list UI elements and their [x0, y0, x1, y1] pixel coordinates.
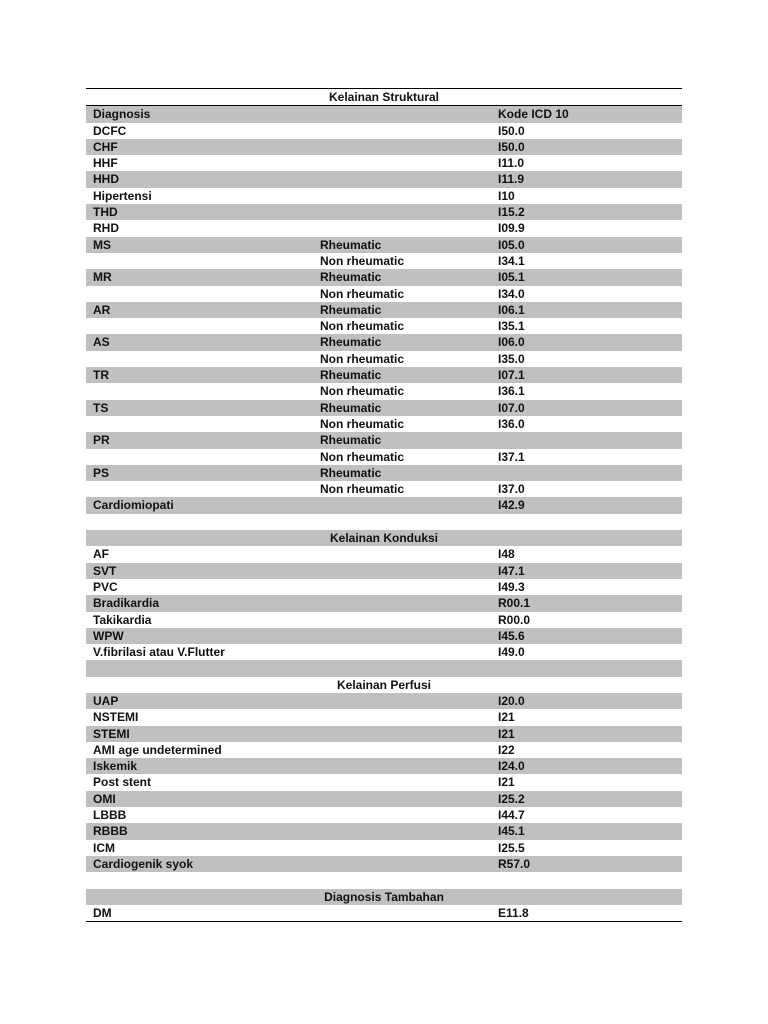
icd10-table	[86, 88, 682, 922]
table-row	[86, 383, 682, 399]
icd-code-cell: R00.1	[498, 596, 531, 611]
subtype-cell: Rheumatic	[320, 270, 382, 285]
table-row	[86, 546, 682, 562]
icd-code-cell: I44.7	[498, 808, 525, 823]
table-row	[86, 579, 682, 595]
table-row	[86, 709, 682, 725]
spacer-row	[86, 660, 682, 676]
icd-code-cell: I21	[498, 726, 515, 741]
diagnosis-cell: AS	[93, 335, 110, 350]
diagnosis-cell: AMI age undetermined	[93, 742, 222, 757]
diagnosis-cell: NSTEMI	[93, 710, 139, 725]
diagnosis-cell: Hipertensi	[93, 188, 152, 203]
subtype-cell: Non rheumatic	[320, 351, 405, 366]
table-row	[86, 465, 682, 481]
icd-code-cell: I06.1	[498, 302, 525, 317]
diagnosis-cell: RHD	[93, 221, 119, 236]
icd-code-cell: I22	[498, 742, 515, 757]
diagnosis-cell: DCFC	[93, 123, 127, 138]
subtype-cell: Rheumatic	[320, 302, 382, 317]
diagnosis-cell: THD	[93, 205, 118, 220]
diagnosis-cell: AR	[93, 302, 111, 317]
table-row	[86, 856, 682, 872]
table-row	[86, 220, 682, 236]
section-title	[86, 889, 682, 905]
subtype-cell: Rheumatic	[320, 335, 382, 350]
diagnosis-cell: Takikardia	[93, 612, 152, 627]
table-row	[86, 726, 682, 742]
diagnosis-cell: LBBB	[93, 808, 127, 823]
icd-code-cell: R00.0	[498, 612, 531, 627]
table-row	[86, 644, 682, 660]
table-row	[86, 823, 682, 839]
icd-code-cell: I07.0	[498, 400, 525, 415]
section-title-text: Diagnosis Tambahan	[324, 889, 444, 904]
diagnosis-cell: MS	[93, 237, 111, 252]
table-row	[86, 595, 682, 611]
icd-code-cell: I45.6	[498, 628, 525, 643]
table-row	[86, 367, 682, 383]
section-title-text: Kelainan Struktural	[328, 90, 440, 104]
table-row	[86, 171, 682, 187]
diagnosis-cell: ICM	[93, 840, 115, 855]
icd-code-cell: I50.0	[498, 139, 525, 154]
diagnosis-cell: UAP	[93, 693, 119, 708]
icd-code-cell: I11.9	[498, 172, 525, 187]
table-row	[86, 302, 682, 318]
icd-code-cell: I49.3	[498, 579, 525, 594]
table-row	[86, 774, 682, 790]
table-row	[86, 905, 682, 922]
diagnosis-cell: Cardiomiopati	[93, 498, 174, 513]
table-row	[86, 807, 682, 823]
spacer-row	[86, 872, 682, 888]
table-row	[86, 286, 682, 302]
icd-code-cell: E11.8	[498, 905, 529, 920]
table-row	[86, 628, 682, 644]
icd-code-cell: I05.1	[498, 270, 525, 285]
icd-code-cell: I34.1	[498, 253, 525, 268]
icd-code-cell: I06.0	[498, 335, 525, 350]
subtype-cell: Rheumatic	[320, 237, 382, 252]
icd-code-cell: I21	[498, 710, 515, 725]
header-diagnosis: Diagnosis	[93, 107, 151, 122]
diagnosis-cell: Post stent	[93, 775, 152, 790]
icd-code-cell: I36.0	[498, 416, 525, 431]
icd-code-cell: I07.1	[498, 368, 525, 383]
table-row	[86, 155, 682, 171]
table-row	[86, 693, 682, 709]
icd-code-cell: I09.9	[498, 221, 525, 236]
section-title-text: Kelainan Konduksi	[329, 531, 439, 546]
icd-code-cell: I47.1	[498, 563, 525, 578]
diagnosis-cell: V.fibrilasi atau V.Flutter	[93, 645, 225, 660]
icd-code-cell: I49.0	[498, 645, 525, 660]
table-row	[86, 318, 682, 334]
table-row	[86, 334, 682, 350]
diagnosis-cell: OMI	[93, 791, 116, 806]
diagnosis-cell: AF	[93, 547, 109, 562]
diagnosis-cell: HHD	[93, 172, 119, 187]
section-title-text: Kelainan Perfusi	[336, 677, 432, 692]
diagnosis-cell: TR	[93, 368, 109, 383]
icd-code-cell: I15.2	[498, 205, 525, 220]
icd-code-cell: I36.1	[498, 384, 525, 399]
subtype-cell: Non rheumatic	[320, 319, 405, 334]
icd-code-cell: I21	[498, 775, 515, 790]
subtype-cell: Non rheumatic	[320, 482, 405, 497]
diagnosis-cell: PVC	[93, 579, 118, 594]
icd-code-cell: I24.0	[498, 759, 525, 774]
table-row	[86, 269, 682, 285]
icd-code-cell: I05.0	[498, 237, 525, 252]
subtype-cell: Non rheumatic	[320, 253, 405, 268]
section-title	[86, 88, 682, 105]
icd-code-cell: I10	[498, 188, 515, 203]
subtype-cell: Non rheumatic	[320, 416, 405, 431]
diagnosis-cell: STEMI	[93, 726, 130, 741]
icd-code-cell: I42.9	[498, 498, 525, 513]
icd-code-cell: I50.0	[498, 123, 525, 138]
table-row	[86, 840, 682, 856]
diagnosis-cell: TS	[93, 400, 109, 415]
icd-code-cell: I34.0	[498, 286, 525, 301]
table-row	[86, 416, 682, 432]
section-title	[86, 677, 682, 693]
diagnosis-cell: PR	[93, 433, 110, 448]
table-row	[86, 204, 682, 220]
table-row	[86, 612, 682, 628]
icd-code-cell: I37.1	[498, 449, 525, 464]
table-header	[86, 105, 682, 122]
table-row	[86, 449, 682, 465]
subtype-cell: Rheumatic	[320, 368, 382, 383]
icd-code-cell: I20.0	[498, 693, 525, 708]
subtype-cell: Rheumatic	[320, 433, 382, 448]
table-row	[86, 351, 682, 367]
header-code: Kode ICD 10	[498, 107, 569, 122]
icd-code-cell: I35.1	[498, 319, 525, 334]
icd-code-cell: I25.5	[498, 840, 525, 855]
diagnosis-cell: WPW	[93, 628, 124, 643]
diagnosis-cell: DM	[93, 905, 112, 920]
table-row	[86, 432, 682, 448]
diagnosis-cell: PS	[93, 465, 110, 480]
diagnosis-cell: Cardiogenik syok	[93, 856, 194, 871]
diagnosis-cell: CHF	[93, 139, 118, 154]
spacer-row	[86, 514, 682, 530]
table-row	[86, 758, 682, 774]
table-row	[86, 188, 682, 204]
diagnosis-cell: Iskemik	[93, 759, 138, 774]
table-row	[86, 237, 682, 253]
icd-code-cell: I45.1	[498, 824, 525, 839]
diagnosis-cell: HHF	[93, 156, 118, 171]
icd-code-cell: I37.0	[498, 482, 525, 497]
table-row	[86, 563, 682, 579]
table-row	[86, 497, 682, 513]
section-title	[86, 530, 682, 546]
subtype-cell: Non rheumatic	[320, 384, 405, 399]
diagnosis-cell: MR	[93, 270, 112, 285]
icd-code-cell: I25.2	[498, 791, 525, 806]
subtype-cell: Rheumatic	[320, 465, 382, 480]
subtype-cell: Non rheumatic	[320, 449, 405, 464]
icd-code-cell: I48	[498, 547, 515, 562]
diagnosis-cell: SVT	[93, 563, 117, 578]
table-row	[86, 253, 682, 269]
subtype-cell: Rheumatic	[320, 400, 382, 415]
table-row	[86, 742, 682, 758]
table-row	[86, 791, 682, 807]
icd-code-cell: I11.0	[498, 156, 525, 171]
icd-code-cell: R57.0	[498, 856, 531, 871]
table-row	[86, 123, 682, 139]
diagnosis-cell: RBBB	[93, 824, 128, 839]
table-row	[86, 481, 682, 497]
diagnosis-cell: Bradikardia	[93, 596, 160, 611]
table-row	[86, 400, 682, 416]
icd-code-cell: I35.0	[498, 351, 525, 366]
table-row	[86, 139, 682, 155]
subtype-cell: Non rheumatic	[320, 286, 405, 301]
